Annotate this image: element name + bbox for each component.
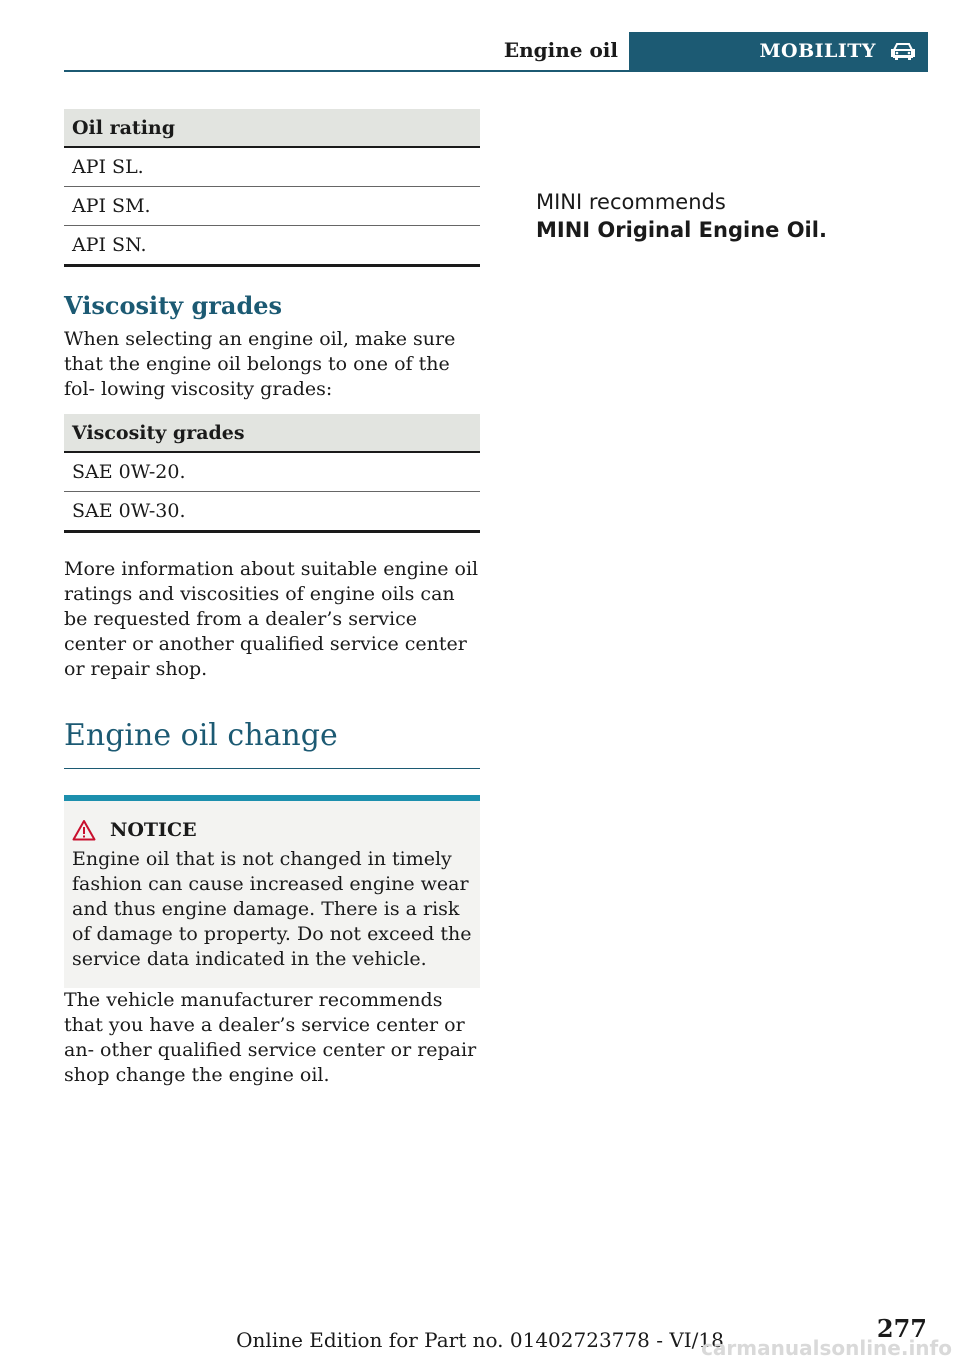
oil-rating-table [64, 109, 480, 267]
notice-title: NOTICE [110, 819, 197, 841]
notice-text: Engine oil that is not changed in timely fashion can cause increased engine wear and thus engine damage. There is a risk of damage to property. Do not exceed the service data indicated in the vehicle. [72, 848, 472, 970]
left-column [64, 109, 480, 1100]
header-chapter-label: MOBILITY [759, 40, 876, 62]
table-row: SAE 0W-30. [64, 492, 480, 532]
oil-rating-header: Oil rating [64, 109, 480, 147]
recommendation-line-2: MINI Original Engine Oil. [536, 218, 827, 242]
viscosity-intro: When selecting an engine oil, make sure that the engine oil belongs to one of the fol‐ lowing viscosity grades: [64, 328, 456, 400]
car-icon [890, 40, 916, 62]
table-row: API SN. [64, 226, 480, 266]
viscosity-table-header: Viscosity grades [64, 414, 480, 452]
header-chapter-tab [629, 32, 928, 70]
table-row: API SM. [64, 187, 480, 226]
recommendation-box [536, 188, 916, 244]
footer-edition-text: Online Edition for Part no. 01402723778 - VI/18 [236, 1328, 724, 1352]
more-info-paragraph: More information about suitable engine oil ratings and viscosities of engine oils can be requested from a dealer’s service center or another qualified service center or repair shop. [64, 558, 479, 680]
notice-box [64, 795, 480, 988]
page-number: 277 [876, 1314, 927, 1343]
viscosity-heading: Viscosity grades [64, 291, 283, 320]
table-row: SAE 0W-20. [64, 452, 480, 492]
notice-header [72, 819, 472, 841]
viscosity-table [64, 414, 480, 533]
table-row: API SL. [64, 147, 480, 187]
header-section-title: Engine oil [503, 38, 618, 62]
engine-oil-change-heading: Engine oil change [64, 716, 480, 769]
header-rule [64, 70, 928, 72]
warning-icon [72, 819, 96, 841]
oil-change-paragraph: The vehicle manufacturer recommends that you have a dealer’s service center or an‐ other qualified service center or repair shop change the engine oil. [64, 989, 477, 1086]
watermark: carmanualsonline.info [701, 1336, 952, 1360]
recommendation-line-1: MINI recommends [536, 190, 726, 214]
